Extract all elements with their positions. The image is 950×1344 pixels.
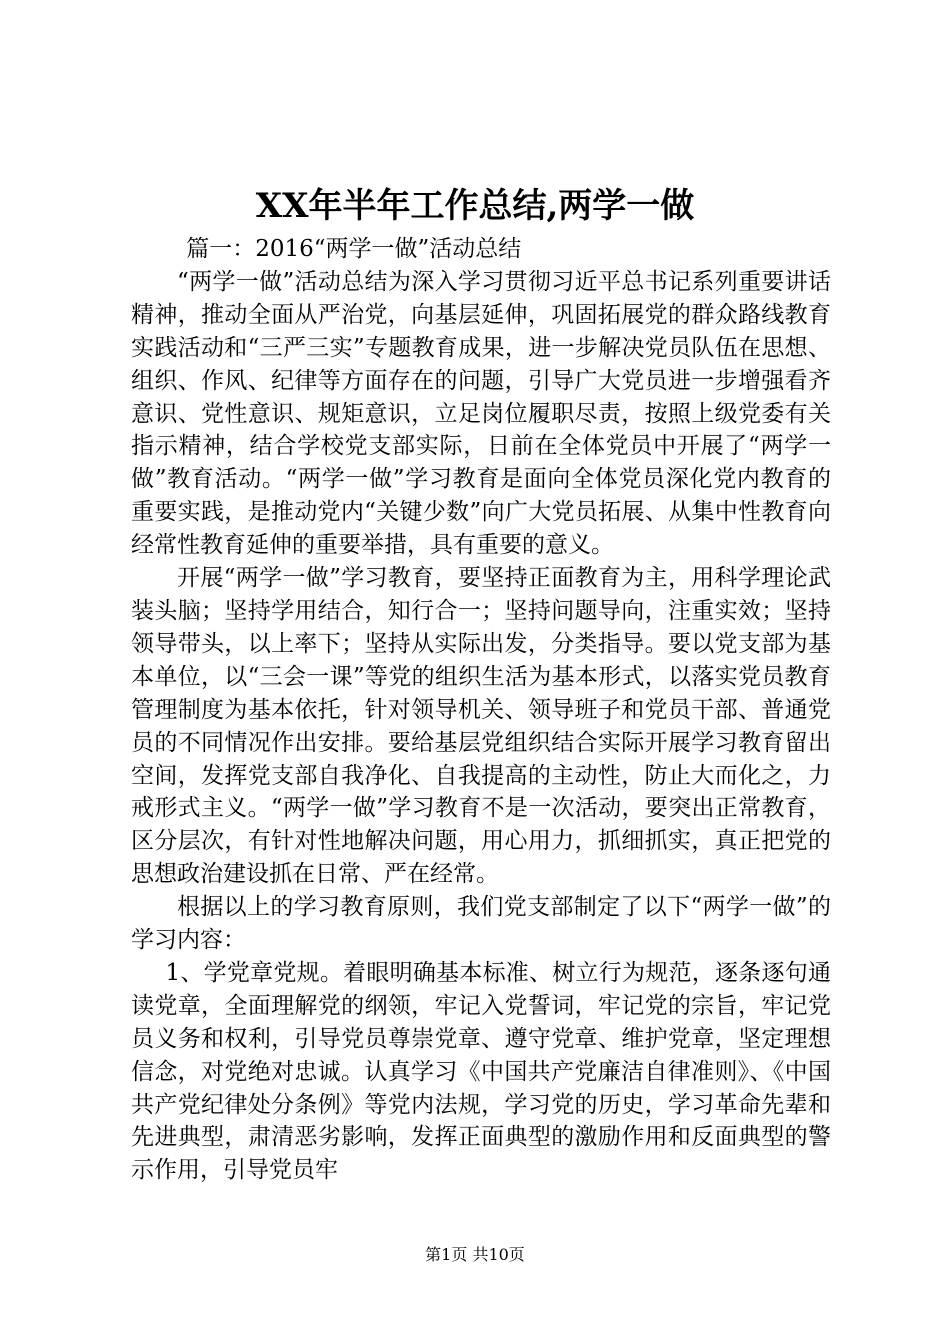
- document-body: [131, 233, 831, 1187]
- paragraph: 开展“两学一做”学习教育，要坚持正面教育为主，用科学理论武装头脑；坚持学用结合，知行合一；坚持问题导向，注重实效；坚持领导带头，以上率下；坚持从实际出发，分类指导。要以党支部为基本单位，以“三会一课”等党的组织生活为基本形式，以落实党员教育管理制度为基本依托，针对领导机关、领导班子和党员干部、普通党员的不同情况作出安排。要给基层党组织结合实际开展学习教育留出空间，发挥党支部自我净化、自我提高的主动性，防止大而化之，力戒形式主义。“两学一做”学习教育不是一次活动，要突出正常教育，区分层次，有针对性地解决问题，用心用力，抓细抓实，真正把党的思想政治建设抓在日常、严在经常。: [131, 565, 831, 888]
- paragraph: 根据以上的学习教育原则，我们党支部制定了以下“两学一做”的学习内容：: [131, 894, 831, 954]
- page-footer: 第1页 共10页: [425, 1245, 525, 1264]
- list-item-paragraph: 1、学党章党规。着眼明确基本标准、树立行为规范，逐条逐句通读党章，全面理解党的纲领，牢记入党誓词，牢记党的宗旨，牢记党员义务和权利，引导党员尊崇党章、遵守党章、维护党章，坚定理想信念，对党绝对忠诚。认真学习《中国共产党廉洁自律准则》、《中国共产党纪律处分条例》等党内法规，学习党的历史，学习革命先辈和先进典型，肃清恶劣影响，发挥正面典型的激励作用和反面典型的警示作用，引导党员牢: [131, 959, 831, 1184]
- section-heading: 篇一：2016“两学一做”活动总结: [186, 236, 522, 262]
- paragraph: “两学一做”活动总结为深入学习贯彻习近平总书记系列重要讲话精神，推动全面从严治党，向基层延伸，巩固拓展党的群众路线教育实践活动和“三严三实”专题教育成果，进一步解决党员队伍在思想、组织、作风、纪律等方面存在的问题，引导广大党员进一步增强看齐意识、党性意识、规矩意识，立足岗位履职尽责，按照上级党委有关指示精神，结合学校党支部实际，日前在全体党员中开展了“两学一做”教育活动。“两学一做”学习教育是面向全体党员深化党内教育的重要实践，是推动党内“关键少数”向广大党员拓展、从集中性教育向经常性教育延伸的重要举措，具有重要的意义。: [131, 268, 831, 559]
- document-title: XX年半年工作总结,两学一做: [255, 186, 695, 226]
